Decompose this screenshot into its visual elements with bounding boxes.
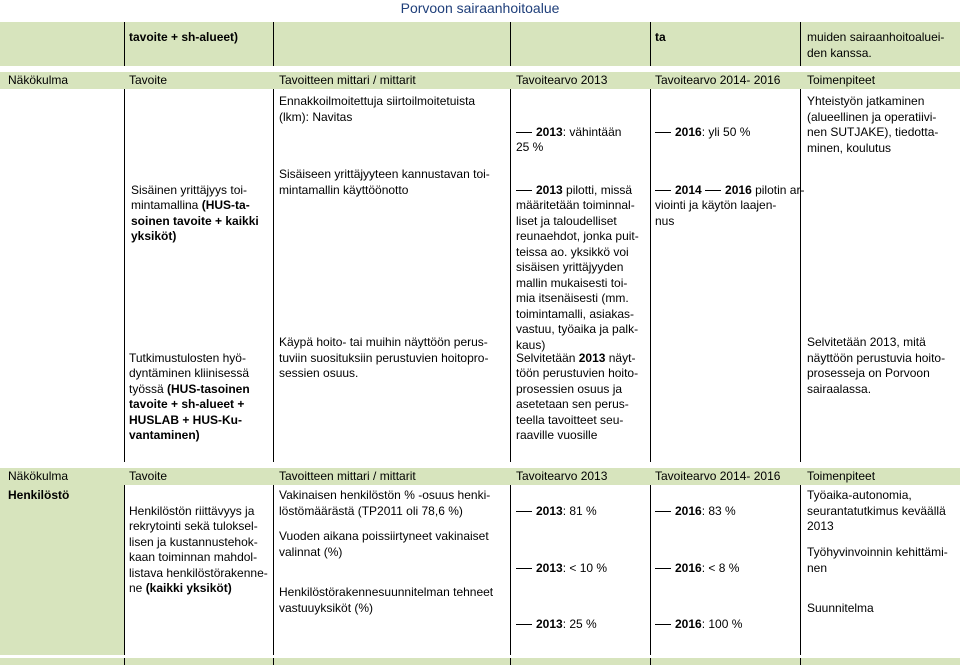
bottom-row-background [0, 658, 960, 665]
s2-row2-mittari: Vuoden aikana poissiirtyneet vakinaiset valinnat (%) [279, 529, 489, 559]
header-mittari: Tavoitteen mittari / mittarit [279, 469, 416, 483]
s1-row3-tavoite: Tutkimustulosten hyö- dyntäminen kliinisessä työssä (HUS-tasoinen tavoite + sh-alueet + HUSLAB + HUS-Ku- vantaminen) [129, 350, 250, 442]
s2-row1-mittari: Vakinaisen henkilöstön % -osuus henki- löstömäärästä (TP2011 oli 78,6 %) [279, 488, 491, 518]
header-nakokulma: Näkökulma [8, 469, 69, 483]
header-nakokulma: Näkökulma [8, 73, 69, 87]
header-tavoite: Tavoite [129, 73, 168, 87]
header-arvo2013: Tavoitearvo 2013 [516, 469, 608, 483]
s1-row2-arvo2013: 2013 pilotti, missä määritetään toiminnal- liset ja taloudelliset reunaehdot, jonka puit- teissa ao. yksikkö voi sisäisen yrittäjyyden mallin mukaisesti toi- mia itsenäisesti (mm. toimintamalli, asiakas- vastuu, työaika ja palk- kaus) [516, 182, 639, 352]
page-title: Porvoon sairaanhoitoalue [400, 0, 560, 16]
s2-row1-arvo2016: 2016: 83 % [655, 488, 736, 519]
s2-row2-arvo2013: 2013: < 10 % [516, 545, 607, 576]
s1-row1-arvo2013: 2013: vähintään 25 % [516, 124, 622, 154]
s1-row2-mittari: Sisäiseen yrittäjyyteen kannustavan toi- mintamallin käyttöönotto [279, 167, 490, 197]
table-header-2 [0, 468, 960, 485]
top-fragment-arvo2016: ta [655, 30, 666, 44]
s1-row3-toimenpiteet: Selvitetään 2013, mitä näyttöön perustuvia hoito- prosesseja on Porvoon sairaalassa. [807, 335, 946, 396]
s1-row1-toimenpiteet: Yhteistyön jatkaminen (alueellinen ja operatiivi- nen SUTJAKE), tiedotta- minen, koulutus [807, 94, 939, 155]
s1-row1-mittari: Ennakkoilmoitettuja siirtoilmoitetuista (lkm): Navitas [279, 94, 476, 124]
header-mittari: Tavoitteen mittari / mittarit [279, 73, 416, 87]
s1-row2-arvo2016: 2014 2016 pilotin ar- viointi ja käytön laajen- nus [655, 182, 805, 228]
s2-row3-arvo2013: 2013: 25 % [516, 601, 597, 632]
s1-row3-arvo2013: Selvitetään 2013 näyt- töön perustuvien hoito- prosessien osuus ja asetetaan sen perus- teella tavoitteet seu- raaville vuosille [516, 350, 639, 442]
header-arvo2016: Tavoitearvo 2014- 2016 [655, 73, 781, 87]
s2-row3-mittari: Henkilöstörakennesuunnitelman tehneet vastuuyksiköt (%) [279, 585, 494, 615]
header-arvo2016: Tavoitearvo 2014- 2016 [655, 469, 781, 483]
header-toimenpiteet: Toimenpiteet [807, 73, 876, 87]
henkilosto-label-cell [0, 485, 124, 655]
s1-row1-arvo2016: 2016: yli 50 % [655, 109, 750, 140]
table-header-1 [0, 72, 960, 89]
s2-row2-toimenpiteet: Työhyvinvoinnin kehittämi- nen [807, 545, 948, 575]
s2-nakokulma: Henkilöstö [8, 488, 70, 502]
s1-row2-tavoite: Sisäinen yrittäjyys toi- mintamallina (HUS-ta- soinen tavoite + kaikki yksiköt) [131, 182, 259, 243]
header-arvo2013: Tavoitearvo 2013 [516, 73, 608, 87]
s2-row1-arvo2013: 2013: 81 % [516, 488, 597, 519]
header-tavoite: Tavoite [129, 469, 168, 483]
s2-row3-arvo2016: 2016: 100 % [655, 601, 742, 632]
s2-row1-toimenpiteet: Työaika-autonomia, seurantatutkimus keväällä 2013 [807, 488, 946, 533]
s1-row3-mittari: Käypä hoito- tai muihin näyttöön perus- tuviin suosituksiin perustuvien hoitopro- sessien osuus. [279, 335, 489, 380]
top-fragment-toimenpiteet: muiden sairaanhoitoaluei- den kanssa. [807, 30, 945, 60]
s2-row3-toimenpiteet: Suunnitelma [807, 601, 874, 615]
s2-tavoite: Henkilöstön riittävyys ja rekrytointi sekä tuloksel- lisen ja kustannustehok- kaan toiminnan mahdol- listava henkilöstörakenne- ne (kaikki yksiköt) [129, 503, 268, 595]
header-toimenpiteet: Toimenpiteet [807, 469, 876, 483]
s2-row2-arvo2016: 2016: < 8 % [655, 545, 739, 576]
top-fragment-tavoite: tavoite + sh-alueet) [129, 30, 239, 44]
